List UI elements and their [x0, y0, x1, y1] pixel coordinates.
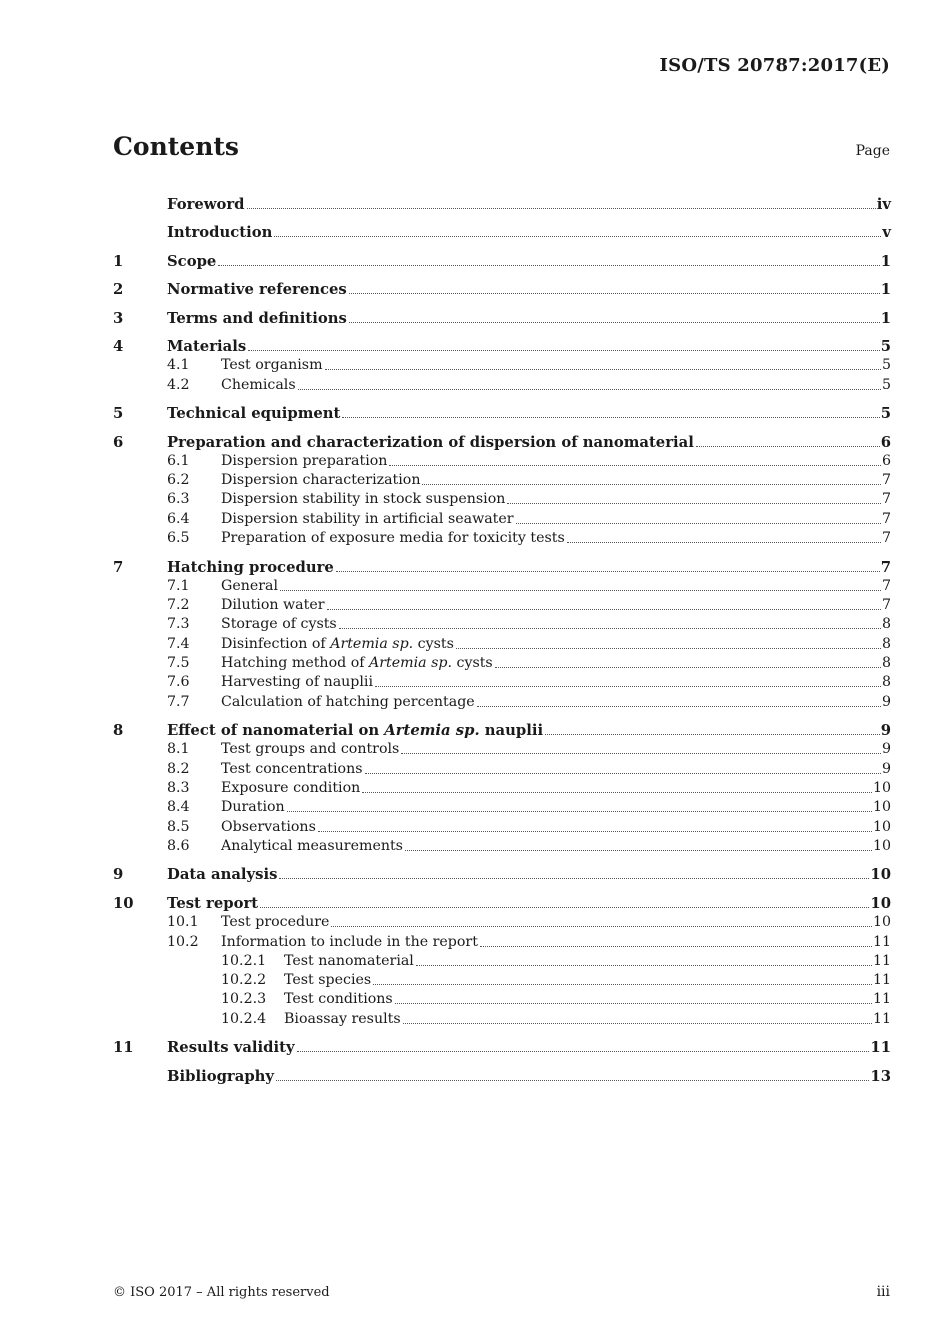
toc-entry-number: 10.2.2: [221, 972, 267, 989]
toc-dot-leader: [336, 571, 880, 572]
toc-entry-page: 1: [880, 281, 891, 298]
toc-entry-number: 11: [113, 1039, 134, 1057]
toc-entry-page: 8: [881, 674, 891, 691]
toc-entry-page: 8: [881, 655, 891, 672]
toc-entry-page: 10: [872, 914, 891, 931]
toc-dot-leader: [477, 706, 881, 707]
toc-dot-leader: [365, 773, 881, 774]
toc-entry-page: 8: [881, 635, 891, 652]
toc-dot-leader: [297, 1051, 870, 1052]
toc-entry-number: 6.5: [167, 530, 190, 547]
toc-entry-page: 11: [872, 952, 891, 969]
toc-dot-leader: [318, 831, 872, 832]
toc-entry-page: 10: [872, 799, 891, 816]
toc-dot-leader: [287, 811, 872, 812]
toc-entry-number: 2: [113, 281, 124, 298]
toc-entry[interactable]: [113, 711, 891, 740]
toc-entry-page: 5: [880, 338, 891, 355]
toc-entry-title: Dispersion stability in stock suspension: [221, 491, 506, 508]
toc-entry-number: 4.2: [167, 376, 190, 393]
toc-entry-page: 7: [880, 558, 891, 576]
toc-entry-number: 8.2: [167, 760, 190, 777]
toc-entry-title: Bioassay results: [284, 1010, 401, 1027]
toc-entry-title: Storage of cysts: [221, 616, 337, 633]
toc-entry-page: 7: [881, 472, 891, 489]
footer-copyright: © ISO 2017 – All rights reserved: [113, 1285, 330, 1300]
toc-entry-number: 10: [113, 894, 134, 912]
toc-entry-title: [221, 655, 494, 672]
toc-entry-title-text: cysts: [413, 635, 454, 652]
toc-entry-title: Dispersion preparation: [221, 452, 388, 469]
toc-entry-page: 7: [881, 491, 891, 508]
toc-entry[interactable]: [113, 595, 891, 614]
toc-entry-title: Dispersion characterization: [221, 472, 421, 489]
toc-dot-leader: [567, 542, 881, 543]
toc-entry-title: Test organism: [221, 357, 323, 374]
toc-entry-title-species: Artemia sp.: [384, 722, 480, 740]
toc-entry-number: 7.1: [167, 577, 190, 594]
toc-entry-title: Analytical measurements: [221, 837, 403, 854]
toc-entry-title: Duration: [221, 799, 285, 816]
toc-entry-title: Data analysis: [167, 866, 278, 884]
toc-entry[interactable]: [113, 653, 891, 672]
toc-entry-title: General: [221, 577, 279, 594]
toc-entry-title-species: Artemia sp.: [330, 635, 414, 652]
toc-entry[interactable]: [113, 883, 891, 912]
toc-entry-number: 3: [113, 309, 124, 327]
toc-dot-leader: [362, 792, 872, 793]
toc-entry[interactable]: [113, 1056, 891, 1085]
toc-dot-leader: [331, 926, 872, 927]
toc-dot-leader: [327, 609, 881, 610]
toc-entry[interactable]: [113, 855, 891, 884]
toc-entry[interactable]: [113, 270, 891, 299]
toc-entry[interactable]: [113, 184, 891, 213]
toc-entry-title: Technical equipment: [167, 405, 341, 423]
toc-dot-leader: [375, 686, 881, 687]
toc-entry[interactable]: [113, 298, 891, 327]
toc-entry-number: 10.2: [167, 933, 199, 950]
toc-entry-title: Scope: [167, 252, 217, 270]
toc-dot-leader: [218, 265, 879, 266]
toc-dot-leader: [456, 648, 881, 649]
toc-entry-number: 7: [113, 558, 124, 576]
toc-entry[interactable]: [113, 951, 891, 970]
toc-entry-title-text: cysts: [451, 655, 493, 672]
toc-entry[interactable]: [113, 739, 891, 758]
toc-entry-page: 5: [881, 376, 891, 393]
toc-entry[interactable]: [113, 470, 891, 489]
toc-entry-title-text: nauplii: [479, 722, 544, 740]
toc-entry-page: 7: [881, 530, 891, 547]
toc-entry-page: 10: [870, 866, 891, 884]
toc-entry-title: Bibliography: [167, 1067, 275, 1085]
toc-entry-title: Foreword: [167, 195, 245, 213]
toc-dot-leader: [325, 369, 881, 370]
toc-entry[interactable]: [113, 213, 891, 242]
toc-entry-title: Terms and definitions: [167, 309, 347, 327]
toc-entry-page: 8: [881, 616, 891, 633]
toc-dot-leader: [516, 523, 881, 524]
toc-entry-page: 13: [870, 1067, 891, 1085]
toc-entry-page: 7: [881, 510, 891, 527]
toc-entry[interactable]: [113, 374, 891, 393]
toc-entry-number: 8.4: [167, 799, 190, 816]
toc-entry[interactable]: [113, 778, 891, 797]
toc-entry[interactable]: [113, 989, 891, 1008]
toc-entry-title: Dispersion stability in artificial seawater: [221, 510, 514, 527]
toc-entry-page: 9: [880, 722, 891, 740]
toc-entry[interactable]: [113, 931, 891, 950]
toc-entry[interactable]: [113, 1008, 891, 1027]
toc-entry-number: 10.1: [167, 914, 199, 931]
toc-entry[interactable]: [113, 547, 891, 576]
toc-entry-title: Test procedure: [221, 914, 330, 931]
toc-entry[interactable]: [113, 816, 891, 835]
toc-entry-title: Calculation of hatching percentage: [221, 693, 475, 710]
toc-entry-title: Preparation of exposure media for toxicity tests: [221, 530, 565, 547]
toc-dot-leader: [389, 465, 881, 466]
toc-entry-page: 6: [880, 433, 891, 451]
toc-entry[interactable]: [113, 758, 891, 777]
toc-entry-title: Observations: [221, 818, 316, 835]
toc-entry-page: 11: [870, 1039, 891, 1057]
toc-entry-title-text: Disinfection of: [221, 635, 331, 652]
toc-entry[interactable]: [113, 672, 891, 691]
toc-entry-title: Hatching procedure: [167, 558, 334, 576]
toc-entry[interactable]: [113, 633, 891, 652]
toc-entry-title: Test conditions: [284, 991, 393, 1008]
toc-entry-number: 10.2.3: [221, 991, 267, 1008]
toc-entry-page: iv: [876, 195, 891, 213]
toc-dot-leader: [422, 484, 881, 485]
toc-entry[interactable]: [113, 327, 891, 356]
toc-entry[interactable]: [113, 970, 891, 989]
toc-entry-page: 10: [870, 894, 891, 912]
toc-entry-title: Test report: [167, 894, 259, 912]
toc-entry-page: v: [882, 224, 891, 241]
toc-entry-page: 11: [872, 1010, 891, 1027]
toc-entry-title: Test nanomaterial: [284, 952, 414, 969]
toc-entry-title: Test concentrations: [221, 760, 363, 777]
toc-entry-number: 9: [113, 866, 124, 884]
toc-entry-page: 1: [880, 252, 891, 270]
toc-entry-title-text: Hatching method of: [221, 655, 370, 672]
toc-dot-leader: [349, 293, 880, 294]
toc-entry-title: Test groups and controls: [221, 741, 400, 758]
toc-entry-title: Introduction: [167, 224, 273, 241]
toc-dot-leader: [342, 417, 879, 418]
toc-dot-leader: [248, 350, 880, 351]
toc-dot-leader: [260, 907, 869, 908]
toc-dot-leader: [696, 446, 880, 447]
toc-entry-title: Results validity: [167, 1039, 295, 1057]
toc-entry[interactable]: [113, 797, 891, 816]
toc-entry[interactable]: [113, 422, 891, 451]
table-of-contents: [113, 184, 891, 1085]
toc-entry-title: Dilution water: [221, 597, 325, 614]
toc-entry-number: 8.5: [167, 818, 190, 835]
toc-entry-number: 8: [113, 722, 124, 740]
toc-entry-page: 7: [881, 577, 891, 594]
toc-entry-number: 7.2: [167, 597, 190, 614]
toc-dot-leader: [373, 984, 872, 985]
toc-entry[interactable]: [113, 508, 891, 527]
toc-entry[interactable]: [113, 912, 891, 931]
toc-dot-leader: [405, 850, 872, 851]
toc-entry-number: 7.5: [167, 655, 190, 672]
toc-entry-number: 6: [113, 433, 124, 451]
toc-entry-page: 9: [881, 693, 891, 710]
toc-entry-title: Materials: [167, 338, 247, 355]
toc-entry[interactable]: [113, 691, 891, 710]
toc-entry-number: 1: [113, 252, 124, 270]
toc-entry-page: 11: [872, 933, 891, 950]
toc-dot-leader: [403, 1023, 872, 1024]
toc-entry-title: Normative references: [167, 281, 347, 298]
toc-dot-leader: [480, 946, 872, 947]
toc-entry-number: 8.1: [167, 741, 190, 758]
toc-entry[interactable]: [113, 528, 891, 547]
toc-entry-number: 8.6: [167, 837, 190, 854]
toc-entry[interactable]: [113, 576, 891, 595]
toc-entry-number: 7.7: [167, 693, 190, 710]
toc-entry-page: 9: [881, 741, 891, 758]
toc-entry[interactable]: [113, 394, 891, 423]
toc-entry-number: 4: [113, 338, 124, 355]
toc-dot-leader: [276, 1080, 869, 1081]
toc-dot-leader: [395, 1003, 872, 1004]
toc-dot-leader: [495, 667, 881, 668]
toc-entry-title: [221, 636, 455, 653]
toc-entry-title: [167, 722, 544, 739]
toc-entry-number: 4.1: [167, 357, 190, 374]
toc-entry-page: 1: [880, 309, 891, 327]
toc-entry-number: 8.3: [167, 780, 190, 797]
toc-entry-number: 6.1: [167, 452, 190, 469]
document-id: ISO/TS 20787:2017(E): [659, 55, 890, 76]
footer-page-number: iii: [876, 1284, 890, 1300]
toc-entry[interactable]: [113, 451, 891, 470]
toc-entry-title-species: Artemia sp.: [369, 655, 452, 672]
toc-dot-leader: [298, 389, 881, 390]
toc-entry-number: 6.2: [167, 472, 190, 489]
toc-entry-number: 6.4: [167, 510, 190, 527]
toc-dot-leader: [279, 878, 869, 879]
toc-entry-page: 10: [872, 818, 891, 835]
toc-entry-number: 5: [113, 405, 124, 423]
toc-entry[interactable]: [113, 241, 891, 270]
toc-entry-title-text: Effect of nanomaterial on: [167, 722, 385, 740]
toc-entry-page: 7: [881, 597, 891, 614]
toc-entry-number: 10.2.4: [221, 1010, 267, 1027]
toc-entry-title: Harvesting of nauplii: [221, 674, 374, 691]
toc-entry-page: 11: [872, 991, 891, 1008]
toc-entry-page: 5: [881, 357, 891, 374]
toc-entry[interactable]: [113, 355, 891, 374]
toc-dot-leader: [280, 590, 881, 591]
page-column-label: Page: [855, 143, 890, 159]
toc-entry[interactable]: [113, 1028, 891, 1057]
toc-entry-page: 10: [872, 837, 891, 854]
contents-heading: Contents: [113, 132, 240, 161]
toc-entry-number: 10.2.1: [221, 952, 267, 969]
toc-entry-title: Test species: [284, 972, 372, 989]
toc-dot-leader: [545, 734, 880, 735]
toc-dot-leader: [247, 208, 876, 209]
toc-entry-page: 9: [881, 760, 891, 777]
toc-entry-number: 7.6: [167, 674, 190, 691]
toc-entry-number: 7.4: [167, 635, 190, 652]
toc-entry-page: 10: [872, 780, 891, 797]
toc-entry-title: Preparation and characterization of dispersion of nanomaterial: [167, 433, 694, 451]
toc-dot-leader: [349, 322, 880, 323]
toc-entry-title: Exposure condition: [221, 780, 361, 797]
toc-dot-leader: [401, 753, 881, 754]
toc-entry[interactable]: [113, 489, 891, 508]
toc-entry[interactable]: [113, 614, 891, 633]
toc-dot-leader: [507, 503, 881, 504]
toc-entry-title: Chemicals: [221, 376, 296, 393]
toc-entry-page: 11: [872, 972, 891, 989]
toc-entry-title: Information to include in the report: [221, 933, 478, 950]
toc-entry-page: 6: [881, 452, 891, 469]
toc-dot-leader: [339, 628, 881, 629]
toc-entry[interactable]: [113, 836, 891, 855]
toc-entry-number: 7.3: [167, 616, 190, 633]
toc-dot-leader: [274, 236, 881, 237]
toc-dot-leader: [416, 965, 872, 966]
toc-entry-page: 5: [880, 405, 891, 423]
toc-entry-number: 6.3: [167, 491, 190, 508]
